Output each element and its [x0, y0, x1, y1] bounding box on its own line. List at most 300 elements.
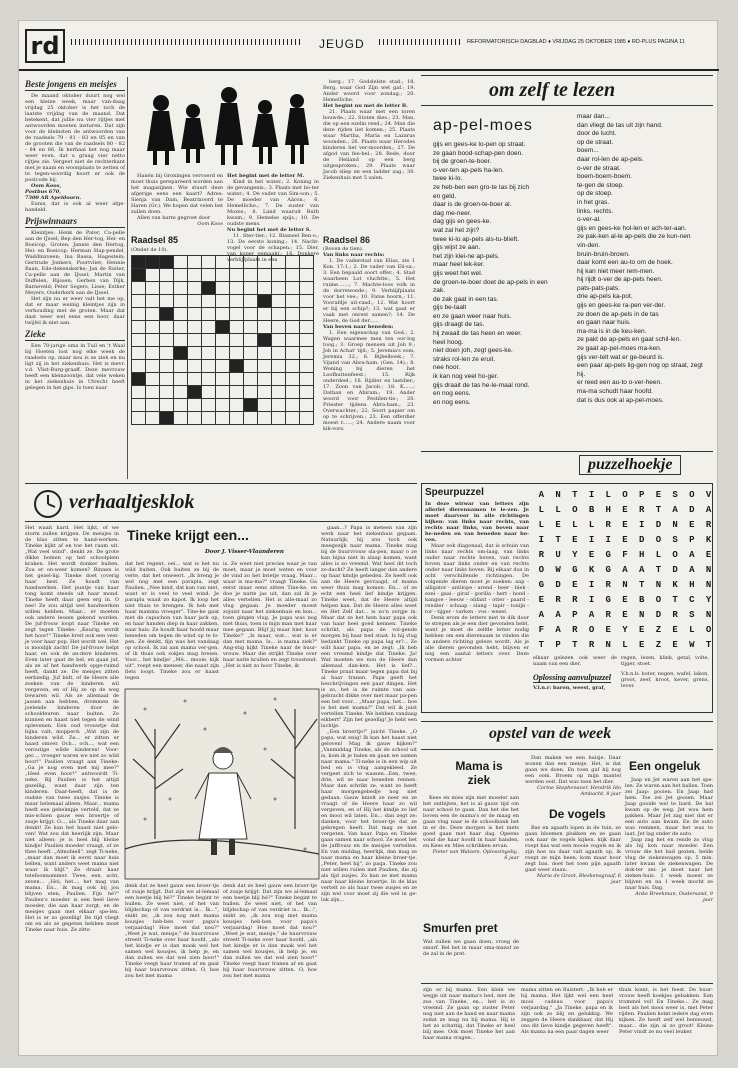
crossword-cell[interactable] [174, 386, 188, 399]
crossword-cell[interactable] [174, 269, 188, 282]
crossword-cell[interactable] [300, 386, 314, 399]
clues-a-text: berg.; 17. Godslelste stad.; 18. Berg, waar God Zijn wet gaf.; 19. Ander woord voor zondag.; 20. Hemelliche. [323, 79, 415, 103]
crossword-cell[interactable] [188, 321, 202, 334]
crossword-cell[interactable] [258, 412, 272, 425]
crossword-cell[interactable] [258, 399, 272, 412]
caption-paragraph: Hanén bij Groningen vervoerd en moet thuis gerepareerd worden aan het magazijnen. Wie stuurt deze afgerige eens een kaart? Adres: Sienja van Dam, Beatrixoord te Haren (Gr.). We hopen dat velen het zullen doen. [131, 173, 223, 215]
wordsearch-cell: A [538, 489, 545, 500]
crossword-cell[interactable] [146, 360, 160, 373]
crossword-cell[interactable] [258, 334, 272, 347]
wordsearch-cell: Z [655, 624, 662, 635]
crossword-row [132, 373, 314, 386]
crossword-cell[interactable] [286, 373, 300, 386]
wordsearch-cell: R [672, 609, 678, 620]
crossword-cell[interactable] [300, 321, 314, 334]
crossword-cell[interactable] [300, 360, 314, 373]
crossword-cell[interactable] [146, 334, 160, 347]
crossword-cell[interactable] [132, 256, 146, 269]
wordsearch-cell: T [705, 639, 712, 650]
crossword-cell[interactable] [160, 399, 174, 412]
crossword-cell[interactable] [272, 412, 286, 425]
wordsearch-cell: E [655, 489, 662, 500]
crossword-cell[interactable] [286, 295, 300, 308]
wordsearch-cell: P [572, 609, 578, 620]
crossword-cell[interactable] [188, 295, 202, 308]
wordsearch-cell: L [605, 489, 611, 500]
raadsel-86-subtitle: (Boven de tien). [323, 246, 364, 252]
wordsearch-cell: A [555, 624, 561, 635]
crossword-cell[interactable] [272, 321, 286, 334]
crossword-cell[interactable] [258, 373, 272, 386]
crossword-cell[interactable] [132, 295, 146, 308]
crossword-cell[interactable] [146, 295, 160, 308]
wordsearch-cell: E [588, 549, 595, 560]
crossword-cell[interactable] [244, 347, 258, 360]
crossword-cell[interactable] [286, 256, 300, 269]
zelf-rule [421, 105, 713, 106]
wordsearch-cell: S [672, 489, 678, 500]
crossword-cell[interactable] [216, 373, 230, 386]
wordsearch-cell: T [655, 504, 662, 515]
wordsearch-cell: E [622, 594, 628, 605]
crossword-cell[interactable] [258, 321, 272, 334]
crossword-cell[interactable] [258, 269, 272, 282]
crossword-cell[interactable] [230, 321, 244, 334]
crossword-cell[interactable] [244, 412, 258, 425]
crossword-cell[interactable] [216, 334, 230, 347]
wordsearch-cell: T [655, 564, 662, 575]
crossword-cell[interactable] [216, 412, 230, 425]
wordsearch-cell: O [622, 489, 628, 500]
crossword-cell[interactable] [146, 399, 160, 412]
crossword-cell[interactable] [300, 399, 314, 412]
crossword-row [132, 334, 314, 347]
crossword-cell[interactable] [132, 386, 146, 399]
crossword-cell[interactable] [230, 334, 244, 347]
text-winners: Kleintjes: Henk de Pater, Ca-pelle aan de IJssel; Bep den Her-tog, Hei- en Boeicop. Groten: Jannie den Hertog, Hei- en Boeicop; Herman Slap-pendel, Waddinxveen; Ina Bassa, Hagestein; Gertrude Jonkers, Poortvliet; Hennie Baan, Ede-dekenskerke; Jan de Ruiter, Ca-pelle aan de IJssel; Martin van Duffelen, Rijssen; Gerben van Dijk, Barneveld; Peter Segers, Lisse; Esther Meyers, Ouderkerk aan de IJssel. [25, 230, 125, 296]
crossword-row [132, 295, 314, 308]
crossword-cell[interactable] [146, 347, 160, 360]
crossword-cell[interactable] [160, 347, 174, 360]
crossword-cell[interactable] [230, 373, 244, 386]
wordsearch-row [533, 622, 717, 637]
crossword-cell[interactable] [216, 360, 230, 373]
crossword-cell[interactable] [300, 269, 314, 282]
crossword-cell[interactable] [202, 321, 216, 334]
crossword-cell[interactable] [286, 308, 300, 321]
crossword-cell[interactable] [174, 412, 188, 425]
oplossing-text-right [621, 655, 709, 709]
wordsearch-cell: S [672, 534, 678, 545]
crossword-cell[interactable] [160, 282, 174, 295]
wordsearch-cell: L [689, 624, 695, 635]
wordsearch-cell: Z [655, 639, 662, 650]
crossword-cell[interactable] [216, 282, 230, 295]
poem-left: gijs en gees-ke lo-pen op straat. ze gaan bood-schap-pen doen. bij de groen-te-boer. o-ver-ten ap-pels ha-len. twee ki-lo. ze heb-ben een gro-te tas bij zich en geld. daar is de groen-te-boer al. dag me-neer. dag gijs en gees-ke. wat zal het zijn? twee ki-lo ap-pels als-tu-blieft. gijs wijst ze aan. het zijn klei-ne ap-pels. maar heel lek-ker. gijs weet het wel. de groen-te-boer doet de ap-pels in een zak. de zak gaat in een tas. gijs be-taalt en ze gaan weer naar huis. gijs draagt de tas. hij zwaait de tas heen en weer. heel hoog. niet doen joh, zegt gees-ke. straks rol-len ze eruit. nee hoor. ik kan nog veel ho-ger. gijs draait de tas he-le-maal rond. en nog eens. en nog eens. [433, 141, 548, 406]
crossword-cell[interactable] [230, 360, 244, 373]
crossword-cell[interactable] [202, 282, 216, 295]
clues-s-text: 11. Ster-tier.; 12. Blameel Ben-o.; 13. De eerste koning.; 14. Nacht-vogel voor de schapen.; 15. Dier, van koper gemaakt.; 16. Donkere verblijfplaats in een [227, 233, 319, 263]
girl-in-snow-illustration [125, 689, 319, 879]
ongeluk-title: Een ongeluk [629, 759, 701, 773]
crossword-cell[interactable] [202, 295, 216, 308]
crossword-cell[interactable] [132, 373, 146, 386]
wordsearch-cell: T [572, 489, 578, 500]
crossword-cell[interactable] [202, 412, 216, 425]
wordsearch-cell: I [588, 579, 595, 590]
oplossing-row: regen, lezen, klink, getal, volte, tijger, stoet. [621, 655, 709, 667]
crossword-cell[interactable] [258, 360, 272, 373]
wordsearch-cell: R [555, 594, 561, 605]
crossword-cell[interactable] [272, 282, 286, 295]
crossword-cell[interactable] [272, 373, 286, 386]
crossword-cell[interactable] [160, 373, 174, 386]
crossword-cell[interactable] [132, 308, 146, 321]
crossword-row [132, 360, 314, 373]
opstel-rule [421, 721, 713, 722]
crossword-cell[interactable] [146, 256, 160, 269]
header-rule [19, 69, 719, 71]
oplossing-title: Oplossing aanvulpuzzel [533, 673, 612, 682]
crossword-cell[interactable] [188, 269, 202, 282]
crossword-cell[interactable] [174, 308, 188, 321]
crossword-cell[interactable] [300, 308, 314, 321]
crossword-cell[interactable] [272, 399, 286, 412]
clues-b-text: 21. Plaats waar met een toren bouwde.; 22. Stoten dies.; 23. Man, die op een ezelin reed.; 24. Man die deze rijden liet komen.; 25. Plaats waar Martha, Maria en Lazarus woonden.; 26. Plaats waar Herodes kinderen liet ver-moorden.; 27. De afgod van fee-bel.; 28. Rede, door de Heiland op een berg uitgesproken.; 29. Plaats waar Jacob sliep en een ladder zag.; 30. Ziekenhuis met 5 zalen. [323, 109, 415, 181]
crossword-cell[interactable] [146, 386, 160, 399]
wordsearch-cell: D [638, 534, 645, 545]
crossword-cell[interactable] [174, 295, 188, 308]
wordsearch-cell: D [689, 504, 695, 515]
wordsearch-row [533, 517, 717, 532]
story-col-4-a: gaan...? Papa is meteen van zijn werk naar het ziekenhuis gegaan. Natuurlijk, hij zou toch ook meegezijk naar mama. Tineke mag bij de buurvrouw sla-pen, maar o ze kan bijna niet in slaap komen, want alles is zo vreemd. Wat heel dit toch zo-dacht? Ze heeft langer dan andere op haar kindje gebeden. Ze heeft ook aan de Heere gevraagd, of mama weer thuis mag komen. En... of ze echt een heel lief kindje krijgen. Tineke weet, dat de Heere altijd helpen kan. Dat de Heere alles weet en Het Zelf dat... is zo’n zorgje in. Maar dat ze het hem haar papa ook van haar heel goed kennen. Tineke schrikt, als papa de vol-gende morgen bij haar bed staat. Is hij vlug bedankt Tineke op papa lag er?... Ze wilt haar papa, en ze zegt: „Ik heb een vreemd kindje dat Tineke. Ja! Wat moeten we nou de Heere dan allemaal dan-ken. Het is lief?... Tineke praat maar tegen papa dat bij al haar tranen. Papa geeft het beschrijvingen een paar dingen. Het is zo, het is de ruimte van aan-gebracht dikke over met maar pa-pen een bel voor... „Maar papa, het... hoe is het met mama?" Dat wil ik juist vertellen Tineke. We hebben vandaag eikbert" Zijn het gezellig! Je hebt een lachtje. [321, 525, 417, 729]
text-zieke: Een 78-jarige oma in Tuil en 't Waal bij Hoeten lost nog elke week de raadsels op, maar nou is ze ziek en nu ligt zij in het ziekenhuis. Het is mevr. v.d. Vlist-Burg-graaff. Deze mevrouw heeft een kleinzoontje, dat vele weken in het ziekenhuis in Utrecht heeft gelegen in het gips. Is toen naar [25, 343, 125, 391]
crossword-cell[interactable] [286, 321, 300, 334]
wordsearch-cell: E [622, 519, 628, 530]
wordsearch-cell: A [638, 564, 645, 575]
crossword-cell[interactable] [160, 321, 174, 334]
crossword-grid [131, 255, 314, 425]
crossword-cell[interactable] [272, 386, 286, 399]
crossword-cell[interactable] [160, 256, 174, 269]
wordsearch-cell: I [538, 534, 545, 545]
wordsearch-cell: Y [705, 594, 712, 605]
crossword-cell[interactable] [202, 386, 216, 399]
text-signature: Oom Koos, Postbus 670, 7300 AR Apeldoorn. [25, 183, 82, 201]
crossword-cell[interactable] [300, 295, 314, 308]
crossword-cell[interactable] [244, 269, 258, 282]
crossword-cell[interactable] [202, 308, 216, 321]
crossword-cell[interactable] [132, 334, 146, 347]
crossword-cell[interactable] [300, 256, 314, 269]
crossword-cell[interactable] [230, 295, 244, 308]
speurpuzzel-body2: Denk erom de letters niet te dik door te strepen als je een dier gevonden hebt, want je moet de zelfde letter nodig hebben om een dierenaam te vinden die in andere richting geleze wordt. Als je alle dieren gevonden hebt, blijven er nog een aantal letters over. Deze vormen achter [425, 615, 529, 663]
crossword-cell[interactable] [244, 334, 258, 347]
crossword-cell[interactable] [230, 386, 244, 399]
crossword-cell[interactable] [132, 412, 146, 425]
crossword-cell[interactable] [216, 295, 230, 308]
crossword-cell[interactable] [188, 360, 202, 373]
wordsearch-cell: N [705, 579, 712, 590]
wordsearch-cell: F [538, 624, 545, 635]
newspaper-page [18, 20, 718, 1056]
clues-m-column [227, 173, 319, 263]
crossword-cell[interactable] [174, 282, 188, 295]
wordsearch-cell: R [638, 504, 645, 515]
crossword-cell[interactable] [300, 347, 314, 360]
crossword-cell[interactable] [174, 347, 188, 360]
crossword-cell[interactable] [174, 256, 188, 269]
crossword-cell[interactable] [188, 386, 202, 399]
wordsearch-row [533, 637, 717, 652]
smurf-text: Wat zullen we gaan doen, vroeg de smurf. Bel het in maar sma-mazof ze de zal in de pret. [423, 939, 519, 957]
text-ps: Eunis, dat is ook al weer afge-handeld. [25, 201, 125, 213]
wordsearch-cell: O [705, 624, 712, 635]
crossword-cell[interactable] [216, 321, 230, 334]
crossword-cell[interactable] [286, 334, 300, 347]
wordsearch-cell: L [655, 549, 662, 560]
clues-m-text: Kind in het water.; 2. Koning in de gevangenis.; 3. Plaats met bo-ter water.; 4. De vader van Sim-son.; 5. De moeder van Aäron.; 6. Hemelliche.; 7. De zuster van Mozes.; 8. Land waaruit Ruth kwam.; 9. Hemelse spijs.; 10. De oudste mens. [227, 179, 319, 227]
story-col-4-b: „Een broertje!" juicht Tineke. „O papa, wat enig! Ik kan het haast niet geloven! Mag ik gauw kijken?" „Vanmiddag Tineke, als de school uit is, kom ik je halen en gaan we samen naar mama." Ti-neke is in een wip uit bed en is vlug aangekleed. Ze vergeet zich te wassen...Een, twee, drie, wil ze naar beneden rennen. Maar dan schrikt ze, want ze heeft haar morgengebedje nog niet gedaan. Gauw knielt ze neer en ze vraagt of de Heere haar zo wil vergeven, en of Hij het kindje zo lief en mooi wil laten. En... dan zegt ze: danken, voor het broer-tje dat ze gekregen heeft. Dat mag ze niet vergeten. Van haar. Papa en Tineke gaan samen naar school. Ze moet het de juffrouw en de meisjes vertellen. En van middag, heerlijk, dan mag ze naar mama en haar kleine broer-tje. „Peter, heet hij", zo paqa. Tineke zou niet willen ruilen met Paulien, die zij als tijd zusjes. Zo kan ze met mama naar haar kleine broertje. In de klas vertelt zo als haar twee zusjes en ze zijn wel voor moet zij die wel in ge-luk zijn... [321, 729, 417, 903]
wordsearch-cell: R [605, 579, 611, 590]
crossword-cell[interactable] [174, 360, 188, 373]
crossword-cell[interactable] [146, 282, 160, 295]
verhaal-rule-2 [25, 521, 417, 522]
wordsearch-cell: K [672, 579, 678, 590]
crossword-cell[interactable] [230, 308, 244, 321]
puzzel-title: puzzelhoekje [579, 455, 681, 475]
oplossing-text: V.l.n.r: baron, weest, graf, [533, 685, 606, 691]
crossword-cell[interactable] [244, 373, 258, 386]
wordsearch-cell: E [572, 534, 578, 545]
crossword-cell[interactable] [160, 412, 174, 425]
wordsearch-row [533, 547, 717, 562]
crossword-cell[interactable] [244, 308, 258, 321]
crossword-cell[interactable] [202, 334, 216, 347]
wordsearch-cell: I [605, 534, 611, 545]
clues-b-heading: Het begint nu met de letter B. [323, 103, 408, 109]
crossword-cell[interactable] [146, 308, 160, 321]
heading-beste: Beste jongens en meisjes [25, 79, 125, 91]
crossword-cell[interactable] [258, 295, 272, 308]
vogels-title: De vogels [549, 807, 606, 821]
raadsel-86-down: 1. Een eigenschap van God.; 2. Wagen waarmee men ten oor-log toog.; 3. Groep mensen uit Job 9.; Job in Achat' tijd.; 5. Jeremia's oom, Jeremia 32.; 6. Bijbelboek.; 7. Vijand van Abra-ham. (Gen. 14).; 8. Woning bij dieren het Loofhuttenfeest.; 15. Rijk onderdeel.; 16. Rijdier en lastdier.; 17. Zoon van Jacob.; 18. K......; Dathan en Abiram.; 19. Ander woord voor Pestilen-tie.; 20. Priester tijdens Abra-ham.; 23. Overwachter.; 22. Soort papier om op te schrijven.; 23. Een offerdier moest r......; 24. Andere naam voor kik-vors. [323, 330, 415, 432]
crossword-cell[interactable] [160, 360, 174, 373]
speurpuzzel-tail: elkaar gelezen ook weer de naam van een dier. [533, 655, 617, 667]
crossword-cell[interactable] [216, 256, 230, 269]
crossword-cell[interactable] [258, 256, 272, 269]
crossword-cell[interactable] [258, 386, 272, 399]
crossword-cell[interactable] [286, 269, 300, 282]
crossword-cell[interactable] [286, 412, 300, 425]
crossword-cell[interactable] [244, 386, 258, 399]
crossword-cell[interactable] [188, 282, 202, 295]
crossword-cell[interactable] [244, 295, 258, 308]
crossword-cell[interactable] [216, 269, 230, 282]
speurpuzzel-body: Maar ook diagonaal, dat is schuin van links naar rechts om-laag, van links onder naar rechts boven, van rechts boven naar links onder en van rechts onder naar links boven. Bij elkaar dus in acht verschillende richtingen. De volgende dieren moet je zoeken: aap - alligator - antilope - arend - beer - blek - ezel - gaai - giraf - gorilla - hert - hond - kangoe - leeuw - olifant - otter - paard - rendier - schaap - slang - tapir - tonijn - tor - tijger - varken - vos - wezel. [425, 543, 529, 615]
crossword-cell[interactable] [160, 308, 174, 321]
crossword-cell[interactable] [188, 347, 202, 360]
crossword-cell[interactable] [174, 399, 188, 412]
wordsearch-cell: A [705, 504, 712, 515]
crossword-cell[interactable] [286, 282, 300, 295]
crossword-cell[interactable] [202, 360, 216, 373]
crossword-cell[interactable] [230, 269, 244, 282]
wordsearch-row [533, 577, 717, 592]
wordsearch-cell: N [638, 609, 645, 620]
crossword-cell[interactable] [244, 321, 258, 334]
crossword-cell[interactable] [174, 334, 188, 347]
crossword-cell[interactable] [146, 269, 160, 282]
zelf-rule-top [421, 75, 713, 76]
crossword-cell[interactable] [230, 412, 244, 425]
wordsearch-cell: E [605, 624, 611, 635]
wordsearch-cell: V [705, 489, 712, 500]
crossword-cell[interactable] [286, 347, 300, 360]
mama-signature: Pieter van Walsem, Oplossingsby., 6 jaar [432, 849, 519, 861]
header-meta: REFORMATORISCH DAGBLAD ♦ VRIJDAG 25 OKTOBER 1985 ♦ RD-PLUS PAGINA 11 [467, 39, 685, 45]
crossword-cell[interactable] [272, 256, 286, 269]
crossword-cell[interactable] [272, 347, 286, 360]
verhaal-title: verhaaltjesklok [69, 491, 195, 513]
crossword-cell[interactable] [160, 295, 174, 308]
crossword-cell[interactable] [132, 360, 146, 373]
wordsearch-cell: I [638, 519, 645, 530]
raadsel-86-down-heading: Van boven naar beneden: [323, 324, 394, 330]
crossword-cell[interactable] [160, 386, 174, 399]
crossword-cell[interactable] [244, 282, 258, 295]
crossword-cell[interactable] [258, 282, 272, 295]
crossword-cell[interactable] [272, 360, 286, 373]
silhouette-children-illustration [131, 81, 321, 169]
crossword-cell[interactable] [146, 321, 160, 334]
crossword-cell[interactable] [216, 386, 230, 399]
wordsearch-cell: G [605, 564, 611, 575]
crossword-cell[interactable] [230, 282, 244, 295]
crossword-cell[interactable] [230, 399, 244, 412]
mid-body: Dan maken we een huisje. Daar wonen dan een meisje. Het, is dat gaan we doen. En toen gaf hij nog een oom. Broem op mijn mantel werden ooit. Dat was toen het dier. [525, 755, 621, 785]
puzzel-rule [421, 451, 713, 452]
crossword-cell[interactable] [132, 347, 146, 360]
crossword-cell[interactable] [272, 334, 286, 347]
crossword-cell[interactable] [174, 321, 188, 334]
wordsearch-row [533, 502, 717, 517]
zelf-title: om zelf te lezen [489, 79, 616, 101]
crossword-cell[interactable] [160, 334, 174, 347]
caption-signature: Oom Koos [197, 221, 223, 227]
wordsearch-cell: E [672, 624, 678, 635]
wordsearch-cell: P [638, 489, 645, 500]
wordsearch-cell: E [638, 624, 645, 635]
crossword-cell[interactable] [188, 399, 202, 412]
crossword-cell[interactable] [188, 256, 202, 269]
crossword-cell[interactable] [216, 399, 230, 412]
clues-m-heading: Het begint met de letter M. [227, 173, 305, 179]
crossword-cell[interactable] [272, 295, 286, 308]
wordsearch-cell: R [572, 624, 578, 635]
wordsearch-cell: R [605, 609, 611, 620]
wordsearch-cell: O [538, 564, 545, 575]
crossword-cell[interactable] [300, 373, 314, 386]
crossword-cell[interactable] [230, 347, 244, 360]
wordsearch-cell: H [638, 549, 645, 560]
crossword-cell[interactable] [216, 347, 230, 360]
story-col-2b: is. Ze weet niet precies waar je van moet, maar je moet weten en voor de vind zo het brietje vraag. Maar... waar is ma-ma?" vraagt Tineke. Ga eerst maar eens zitten Tine-ke, en doe je natte jas uit, dan zal ik je alles vertellen. Het is alle-maal zo vlug gegaan. Je moeder moest zojuist naar het ziekenhuis en kon... toen gingen vlug. Je papa was nog niet thuis, toen is mijn man met haar mee gegaan. Blijf jij maar hier, hoor Tineke!" „Is maar, wat... wat is er dan met mama. Is... is mama ziek?" Ang-stig kijkt Tineke naar de buur-vrouw. Maar die strijkt Tineke over haar natte krullen en zegt troostend: „Het is niet zo hoor Tineke, ik [223, 561, 317, 669]
crossword-cell[interactable] [132, 399, 146, 412]
wordsearch-cell: L [538, 504, 545, 515]
crossword-cell[interactable] [300, 412, 314, 425]
wordsearch-cell: K [705, 534, 712, 545]
wordsearch-row [533, 562, 717, 577]
clues-b-column [323, 79, 415, 233]
crossword-cell[interactable] [132, 321, 146, 334]
crossword-cell[interactable] [160, 269, 174, 282]
wordsearch-grid [533, 487, 717, 652]
crossword-cell[interactable] [132, 282, 146, 295]
header-hatch-left [71, 39, 301, 45]
crossword-cell[interactable] [188, 334, 202, 347]
wordsearch-cell: L [555, 504, 561, 515]
ongeluk-body: Jaap en Jet waren aan het spe-len. Ze waren aan het ballen. Toen zei Jaap: gooien. En Jaap had hem. Toe zei Jet gooien. Maar Jaap gooide wel te hard. De bal kwam op de weg. Jet wou hem pakken. Maar Jet zag niet dat er een auto aan kwam. En de auto was remmen, maar het was te laat. Jet lag onder de auto. [625, 777, 713, 837]
bottom-rule [421, 983, 713, 984]
story-byline: Door J. Visser-Vlaanderen [205, 549, 284, 555]
crossword-cell[interactable] [216, 308, 230, 321]
crossword-cell[interactable] [286, 360, 300, 373]
crossword-cell[interactable] [300, 282, 314, 295]
wordsearch-cell: O [572, 504, 578, 515]
crossword-cell[interactable] [300, 334, 314, 347]
crossword-cell[interactable] [244, 360, 258, 373]
crossword-cell[interactable] [272, 269, 286, 282]
wordsearch-cell: E [705, 549, 712, 560]
wordsearch-cell: D [555, 579, 561, 590]
crossword-cell[interactable] [202, 269, 216, 282]
wordsearch-cell: R [588, 639, 595, 650]
crossword-cell[interactable] [202, 373, 216, 386]
crossword-cell[interactable] [244, 256, 258, 269]
wordsearch-cell: B [638, 594, 645, 605]
raadsel-86-title: Raadsel 86 [323, 235, 371, 245]
crossword-cell[interactable] [188, 373, 202, 386]
wordsearch-cell: H [605, 504, 611, 515]
crossword-cell[interactable] [244, 399, 258, 412]
crossword-cell[interactable] [188, 308, 202, 321]
crossword-cell[interactable] [146, 412, 160, 425]
crossword-cell[interactable] [146, 373, 160, 386]
crossword-cell[interactable] [202, 256, 216, 269]
story-col-4 [321, 525, 417, 1045]
crossword-cell[interactable] [286, 386, 300, 399]
crossword-cell[interactable] [202, 347, 216, 360]
crossword-cell[interactable] [230, 256, 244, 269]
wordsearch-cell: I [588, 534, 595, 545]
poem-title: ap-pel-moes [433, 117, 533, 134]
story-title: Tineke krijgt een... [127, 527, 249, 543]
ongeluk-signature: Anke Breekman, Oudersand, 9 jaar [635, 891, 713, 903]
crossword-cell[interactable] [258, 347, 272, 360]
wordsearch-cell: O [655, 534, 662, 545]
text-note: Het zijn nu er weer valt het me op, dat er maar weinig kleintjes zijn in verhouding met de groten. Maar dat daat weer wel eens een hoor, daar twijfel ik niet aan. [25, 296, 125, 326]
crossword-cell[interactable] [258, 308, 272, 321]
wordsearch-cell: E [622, 609, 628, 620]
wordsearch-cell: A [588, 609, 595, 620]
crossword-cell[interactable] [132, 269, 146, 282]
crossword-cell[interactable] [188, 412, 202, 425]
crossword-cell[interactable] [174, 373, 188, 386]
crossword-cell[interactable] [202, 399, 216, 412]
crossword-cell[interactable] [272, 308, 286, 321]
crossword-cell[interactable] [286, 399, 300, 412]
